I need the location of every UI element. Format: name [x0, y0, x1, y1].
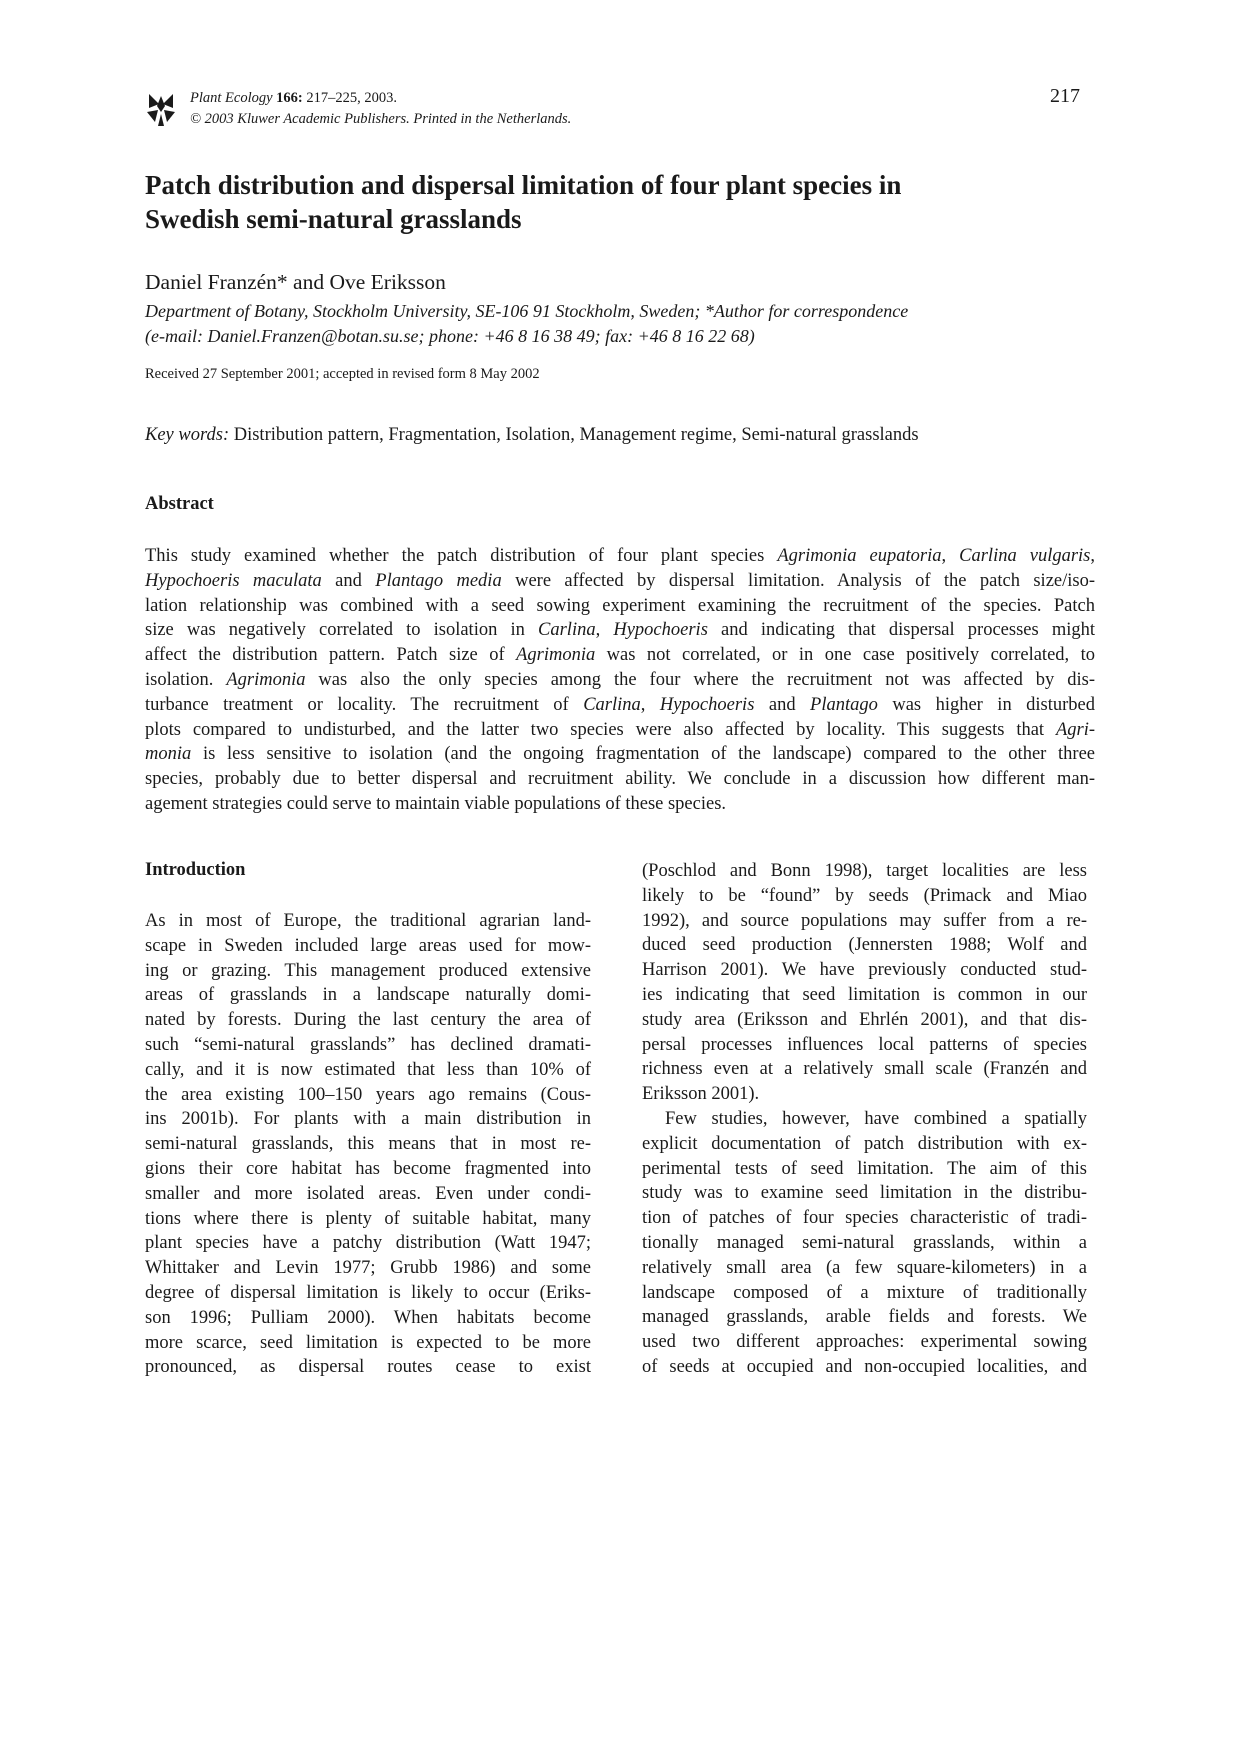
- introduction-left-column: [145, 909, 591, 1380]
- text-line: explicit documentation of patch distribution with ex-: [642, 1133, 1087, 1154]
- text-line: study area (Eriksson and Ehrlén 2001), and that dis-: [642, 1009, 1087, 1030]
- introduction-heading: Introduction: [145, 860, 246, 880]
- text-line: Eriksson 2001).: [642, 1084, 760, 1105]
- text-line: relatively small area (a few square-kilometers) in a: [642, 1257, 1087, 1278]
- species-name: Carlina: [583, 694, 641, 715]
- text-line: nated by forests. During the last century the area of: [145, 1010, 591, 1031]
- text-line: persal processes influences local patterns of species: [642, 1034, 1087, 1055]
- text-line: managed grasslands, arable fields and forests. We: [642, 1307, 1087, 1328]
- introduction-right-column-paragraph-2: [642, 1107, 1087, 1380]
- text-line: As in most of Europe, the traditional agrarian land-: [145, 911, 591, 931]
- text-line: plant species have a patchy distribution (Watt 1947;: [145, 1233, 591, 1254]
- abstract-line: [145, 569, 1095, 594]
- abstract-text: were affected by dispersal limitation. Analysis of the patch size/iso-: [501, 570, 1096, 591]
- abstract-text: and: [754, 694, 811, 715]
- journal-header: [145, 85, 1095, 138]
- text-line: more scarce, seed limitation is expected to be more: [145, 1332, 591, 1353]
- text-line: tion of patches of four species characteristic of tradi-: [642, 1208, 1087, 1229]
- abstract-text: is less sensitive to isolation (and the ongoing fragmentation of the landscape) compared to the other three: [191, 744, 1095, 765]
- species-name: Carlina: [538, 620, 596, 641]
- abstract-text: was higher in disturbed: [877, 694, 1096, 715]
- species-name: Plantago media: [375, 570, 502, 591]
- species-name: Agri-: [1055, 719, 1095, 740]
- text-line: pronounced, as dispersal routes cease to exist: [145, 1357, 591, 1378]
- species-name: Hypochoeris: [659, 694, 755, 715]
- title-line: Patch distribution and dispersal limitation of four plant species in: [145, 170, 902, 200]
- received-date: Received 27 September 2001; accepted in revised form 8 May 2002: [145, 366, 540, 382]
- abstract-line: [145, 544, 1095, 569]
- text-line: Harrison 2001). We have previously conducted stud-: [642, 960, 1087, 981]
- species-name: Agrimonia eupatoria: [777, 546, 942, 566]
- text-line: degree of dispersal limitation is likely to occur (Eriks-: [145, 1282, 591, 1303]
- abstract-text: ,: [595, 620, 614, 641]
- journal-volume: 166:: [276, 90, 303, 106]
- abstract-text: turbance treatment or locality. The recruitment of: [145, 694, 584, 715]
- text-line: perimental tests of seed limitation. The aim of this: [642, 1158, 1087, 1179]
- keywords: [145, 425, 919, 446]
- text-line: ins 2001b). For plants with a main distribution in: [145, 1109, 591, 1130]
- abstract-line: [145, 594, 1095, 619]
- species-name: Plantago: [810, 694, 878, 715]
- article-title: [145, 168, 1095, 236]
- text-line: (Poschlod and Bonn 1998), target localities are less: [642, 861, 1087, 881]
- page-number: 217: [1050, 85, 1080, 107]
- text-line: richness even at a relatively small scale (Franzén and: [642, 1059, 1087, 1080]
- text-line: duced seed production (Jennersten 1988; Wolf and: [642, 935, 1087, 956]
- text-line: landscape composed of a mixture of traditionally: [642, 1282, 1087, 1303]
- text-line: likely to be “found” by seeds (Primack and Miao: [642, 885, 1087, 906]
- introduction-right-column-paragraph-1: [642, 859, 1087, 1107]
- species-name: Carlina vulgaris: [959, 546, 1091, 566]
- text-line: ies indicating that seed limitation is common in our: [642, 984, 1087, 1005]
- abstract-line: [145, 618, 1095, 643]
- text-line: used two different approaches: experimental sowing: [642, 1332, 1087, 1353]
- text-line: of seeds at occupied and non-occupied localities, and: [642, 1356, 1087, 1377]
- abstract-heading: Abstract: [145, 494, 214, 514]
- text-line: smaller and more isolated areas. Even under condi-: [145, 1183, 591, 1204]
- text-line: cally, and it is now estimated that less than 10% of: [145, 1059, 591, 1080]
- abstract-text: was not correlated, or in one case positively correlated, to: [595, 645, 1095, 666]
- text-line: study was to examine seed limitation in the distribu-: [642, 1183, 1087, 1204]
- text-line: 1992), and source populations may suffer from a re-: [642, 910, 1087, 931]
- text-line: areas of grasslands in a landscape naturally domi-: [145, 985, 591, 1006]
- abstract-text: agement strategies could serve to maintain viable populations of these species.: [145, 793, 727, 814]
- abstract-line: [145, 767, 1095, 792]
- abstract-text: and indicating that dispersal processes might: [707, 620, 1095, 641]
- abstract-line: [145, 643, 1095, 668]
- abstract-line: [145, 792, 1095, 817]
- copyright-line: © 2003 Kluwer Academic Publishers. Printed in the Netherlands.: [190, 111, 572, 127]
- abstract-text: was also the only species among the four where the recruitment not was affected by dis-: [305, 669, 1095, 690]
- text-line: Whittaker and Levin 1977; Grubb 1986) and some: [145, 1258, 591, 1279]
- species-name: Hypochoeris maculata: [145, 570, 322, 591]
- abstract-text: ,: [640, 694, 660, 715]
- text-line: the area existing 100–150 years ago remains (Cous-: [145, 1084, 591, 1105]
- text-line: gions their core habitat has become fragmented into: [145, 1158, 591, 1179]
- abstract-text: ,: [1090, 546, 1095, 566]
- abstract-text: lation relationship was combined with a seed sowing experiment examining the recruitment of the species. Patch: [145, 595, 1095, 616]
- abstract-line: [145, 742, 1095, 767]
- journal-citation: [190, 88, 571, 130]
- abstract-text: species, probably due to better dispersal and recruitment ability. We conclude in a discussion how different man-: [145, 769, 1095, 790]
- species-name: Hypochoeris: [613, 620, 708, 641]
- publisher-logo-icon: [145, 92, 177, 128]
- journal-name: Plant Ecology: [190, 90, 273, 106]
- abstract-text: affect the distribution pattern. Patch size of: [145, 645, 517, 666]
- text-line: such “semi-natural grasslands” has declined dramati-: [145, 1034, 591, 1055]
- abstract-line: [145, 693, 1095, 718]
- species-name: Agrimonia: [226, 669, 306, 690]
- text-line: ing or grazing. This management produced extensive: [145, 960, 591, 981]
- text-line: tions where there is plenty of suitable habitat, many: [145, 1208, 591, 1229]
- text-line: son 1996; Pulliam 2000). When habitats become: [145, 1307, 591, 1328]
- species-name: Agrimonia: [516, 645, 596, 666]
- text-line: scape in Sweden included large areas used for mow-: [145, 935, 591, 956]
- abstract-line: [145, 668, 1095, 693]
- text-line: tionally managed semi-natural grasslands, within a: [642, 1232, 1087, 1253]
- journal-pages: 217–225, 2003.: [302, 90, 398, 106]
- abstract-text: size was negatively correlated to isolation in: [145, 620, 539, 641]
- abstract-text: isolation.: [145, 669, 227, 690]
- abstract-text: and: [321, 570, 376, 591]
- keywords-text: Distribution pattern, Fragmentation, Isolation, Management regime, Semi-natural grasslands: [229, 425, 919, 445]
- abstract-line: [145, 718, 1095, 743]
- abstract-body: [145, 544, 1095, 817]
- abstract-text: plots compared to undisturbed, and the latter two species were also affected by locality. This suggests that: [145, 719, 1056, 740]
- authors: Daniel Franzén* and Ove Eriksson: [145, 270, 446, 294]
- affiliation-line: Department of Botany, Stockholm University, SE-106 91 Stockholm, Sweden; *Author for correspondence: [145, 301, 909, 321]
- species-name: monia: [145, 744, 192, 765]
- keywords-label: Key words:: [145, 425, 230, 445]
- text-line: Few studies, however, have combined a spatially: [665, 1109, 1087, 1129]
- title-line: Swedish semi-natural grasslands: [145, 204, 522, 234]
- abstract-text: This study examined whether the patch distribution of four plant species: [145, 546, 778, 566]
- affiliation-line: (e-mail: Daniel.Franzen@botan.su.se; phone: +46 8 16 38 49; fax: +46 8 16 22 68): [145, 326, 755, 346]
- text-line: semi-natural grasslands, this means that in most re-: [145, 1134, 591, 1155]
- abstract-text: ,: [941, 546, 960, 566]
- affiliation: [145, 299, 1095, 349]
